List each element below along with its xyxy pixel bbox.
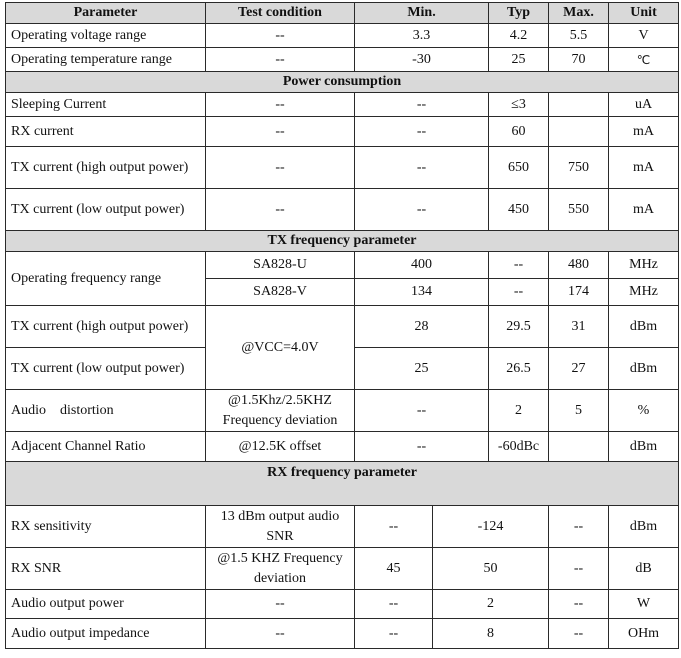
parameter-cell: RX SNR [6,548,206,590]
typ-cell: 60 [489,117,549,147]
header-typ: Typ [489,3,549,24]
unit-cell: MHz [609,252,679,279]
unit-cell: OHm [609,619,679,649]
table-row [6,590,679,619]
unit-cell: mA [609,189,679,231]
min-cell: -- [355,590,433,619]
condition-cell: @1.5 KHZ Frequency deviation [206,548,355,590]
unit-cell: W [609,590,679,619]
condition-cell: -- [206,117,355,147]
table-row [6,432,679,462]
min-cell: -- [355,189,489,231]
typ-cell: ≤3 [489,93,549,117]
min-cell: 25 [355,348,489,390]
min-cell: -- [355,619,433,649]
min-cell: -- [355,117,489,147]
spec-page [5,2,678,649]
unit-cell: dBm [609,348,679,390]
unit-cell: dB [609,548,679,590]
max-cell: -- [549,548,609,590]
condition-cell: -- [206,189,355,231]
parameter-cell: Audio distortion [6,390,206,432]
min-cell: -- [355,390,489,432]
max-cell: 174 [549,279,609,306]
section-title: TX frequency parameter [6,231,679,252]
unit-cell: dBm [609,506,679,548]
typ-cell: 29.5 [489,306,549,348]
condition-cell: 13 dBm output audio SNR [206,506,355,548]
min-cell: -- [355,506,433,548]
header-test-condition: Test condition [206,3,355,24]
condition-cell: -- [206,93,355,117]
section-title: RX frequency parameter [6,462,679,506]
typ-cell: 2 [489,390,549,432]
parameter-cell: Audio output impedance [6,619,206,649]
unit-cell: mA [609,147,679,189]
table-row [6,24,679,48]
header-row [6,3,679,24]
max-cell: -- [549,590,609,619]
unit-cell: V [609,24,679,48]
typ-cell: 26.5 [489,348,549,390]
typ-cell: 650 [489,147,549,189]
typ-cell: 4.2 [489,24,549,48]
max-cell [549,117,609,147]
condition-cell: -- [206,147,355,189]
max-cell: 480 [549,252,609,279]
typ-cell: -- [489,252,549,279]
unit-cell: uA [609,93,679,117]
min-cell: 400 [355,252,489,279]
condition-cell: -- [206,590,355,619]
table-row [6,306,679,348]
typ-cell: -- [489,279,549,306]
unit-cell: MHz [609,279,679,306]
min-cell: 28 [355,306,489,348]
header-min: Min. [355,3,489,24]
specification-table [5,2,679,649]
typ-cell: 8 [433,619,549,649]
parameter-cell: Operating frequency range [6,252,206,306]
section-title: Power consumption [6,72,679,93]
max-cell: 70 [549,48,609,72]
max-cell: 5.5 [549,24,609,48]
max-cell: 27 [549,348,609,390]
min-cell: -- [355,147,489,189]
max-cell: 550 [549,189,609,231]
parameter-cell: RX sensitivity [6,506,206,548]
unit-cell: dBm [609,432,679,462]
min-cell: 3.3 [355,24,489,48]
min-cell: -- [355,432,489,462]
max-cell [549,93,609,117]
table-row [6,252,679,279]
unit-cell: ℃ [609,48,679,72]
parameter-cell: Sleeping Current [6,93,206,117]
section-row-power [6,72,679,93]
table-row [6,93,679,117]
typ-cell: -60dBc [489,432,549,462]
table-row [6,390,679,432]
section-row-rx [6,462,679,506]
header-unit: Unit [609,3,679,24]
parameter-cell: TX current (high output power) [6,147,206,189]
unit-cell: % [609,390,679,432]
typ-cell: 25 [489,48,549,72]
section-row-tx [6,231,679,252]
condition-cell: @VCC=4.0V [206,306,355,390]
typ-cell: 450 [489,189,549,231]
condition-cell: -- [206,619,355,649]
typ-cell: 2 [433,590,549,619]
parameter-cell: TX current (high output power) [6,306,206,348]
condition-cell: -- [206,24,355,48]
parameter-cell: TX current (low output power) [6,348,206,390]
max-cell: -- [549,506,609,548]
table-row [6,506,679,548]
min-cell: 45 [355,548,433,590]
condition-cell: @1.5Khz/2.5KHZ Frequency deviation [206,390,355,432]
table-row [6,548,679,590]
min-cell: -- [355,93,489,117]
parameter-cell: RX current [6,117,206,147]
table-row [6,117,679,147]
max-cell: 31 [549,306,609,348]
max-cell: 750 [549,147,609,189]
condition-cell: SA828-V [206,279,355,306]
min-cell: 134 [355,279,489,306]
table-row [6,48,679,72]
condition-cell: -- [206,48,355,72]
header-max: Max. [549,3,609,24]
min-cell: -30 [355,48,489,72]
parameter-cell: TX current (low output power) [6,189,206,231]
parameter-cell: Adjacent Channel Ratio [6,432,206,462]
header-parameter: Parameter [6,3,206,24]
parameter-cell: Operating voltage range [6,24,206,48]
unit-cell: dBm [609,306,679,348]
table-row [6,189,679,231]
max-cell: -- [549,619,609,649]
parameter-cell: Audio output power [6,590,206,619]
max-cell: 5 [549,390,609,432]
typ-cell: 50 [433,548,549,590]
max-cell [549,432,609,462]
parameter-cell: Operating temperature range [6,48,206,72]
table-row [6,619,679,649]
unit-cell: mA [609,117,679,147]
condition-cell: @12.5K offset [206,432,355,462]
condition-cell: SA828-U [206,252,355,279]
typ-cell: -124 [433,506,549,548]
table-row [6,147,679,189]
